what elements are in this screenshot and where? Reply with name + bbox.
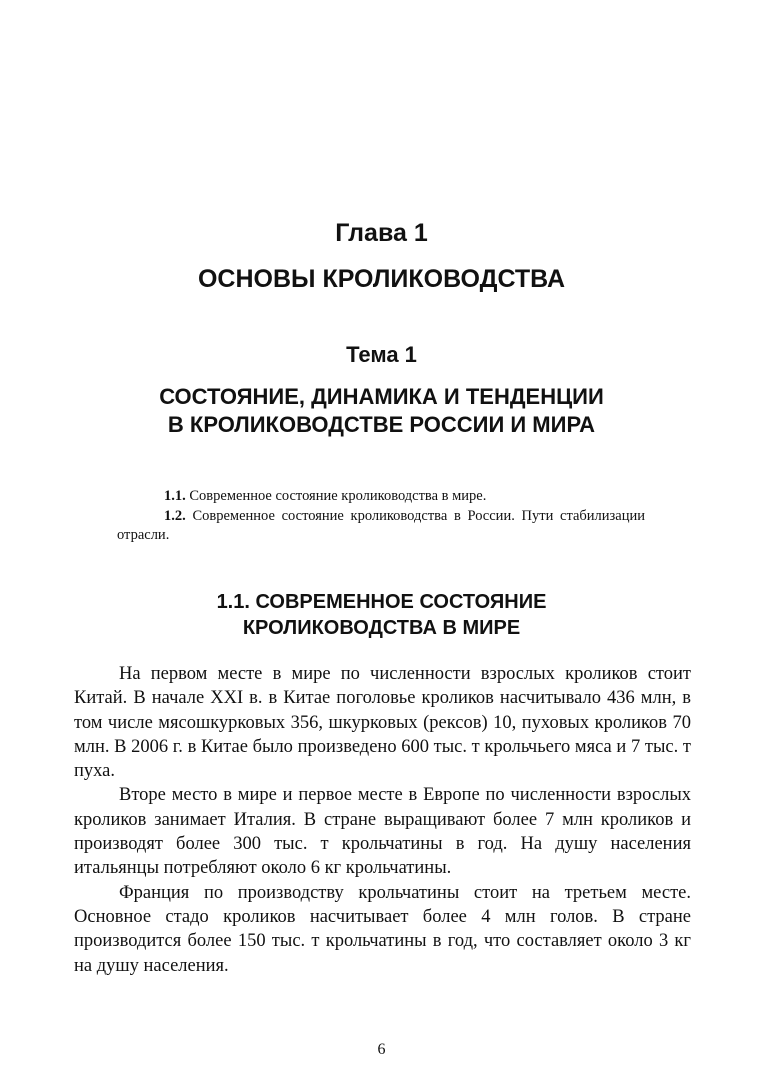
toc-item-number: 1.1. [164, 488, 186, 504]
section-body [74, 662, 691, 978]
topic-label: Тема 1 [346, 342, 417, 367]
toc-item-number: 1.2. [164, 507, 186, 524]
page-number: 6 [377, 1041, 386, 1058]
body-paragraph: Вторе место в мире и первое месте в Европе по численности взрослых кроликов занимает Италия. В стране выращивают более 7 млн кроликов и производят более 300 тыс. т крольчатины в год. На душу населения итальянцы потребляют около 6 кг крольчатины. [74, 785, 691, 879]
toc-item-text: Современное состояние кролиководства в мире. [185, 488, 487, 504]
section-heading-line-2: КРОЛИКОВОДСТВА В МИРЕ [242, 617, 521, 639]
topic-title [0, 383, 763, 439]
topic-title-line-1: СОСТОЯНИЕ, ДИНАМИКА И ТЕНДЕНЦИИ [159, 384, 604, 409]
body-paragraph: Франция по производству крольчатины стоит на третьем месте. Основное стадо кроликов насчитывает более 4 млн голов. В стране производится более 150 тыс. т крольчатины в год, что составляет около 3 кг на душу населения. [74, 882, 691, 976]
toc-item [117, 507, 645, 546]
toc-item [117, 487, 645, 507]
toc-item-text: Современное состояние кролиководства в России. Пути стабилизации отрасли. [117, 507, 645, 543]
chapter-title: ОСНОВЫ КРОЛИКОВОДСТВА [197, 265, 566, 293]
topic-contents [117, 487, 645, 546]
section-heading-line-1: 1.1. СОВРЕМЕННОЕ СОСТОЯНИЕ [216, 591, 547, 613]
section-heading [0, 589, 763, 641]
body-paragraph: На первом месте в мире по численности взрослых кроликов стоит Китай. В начале XXI в. в Китае поголовье кроликов насчитывало 436 млн, в том числе мясошкурковых 356, шкурковых (рексов) 10, пуховых кроликов 70 млн. В 2006 г. в Китае было произведено 600 тыс. т крольчьего мяса и 7 тыс. т пуха. [74, 664, 691, 782]
chapter-label: Глава 1 [335, 219, 428, 247]
topic-title-line-2: В КРОЛИКОВОДСТВЕ РОССИИ И МИРА [167, 412, 596, 437]
